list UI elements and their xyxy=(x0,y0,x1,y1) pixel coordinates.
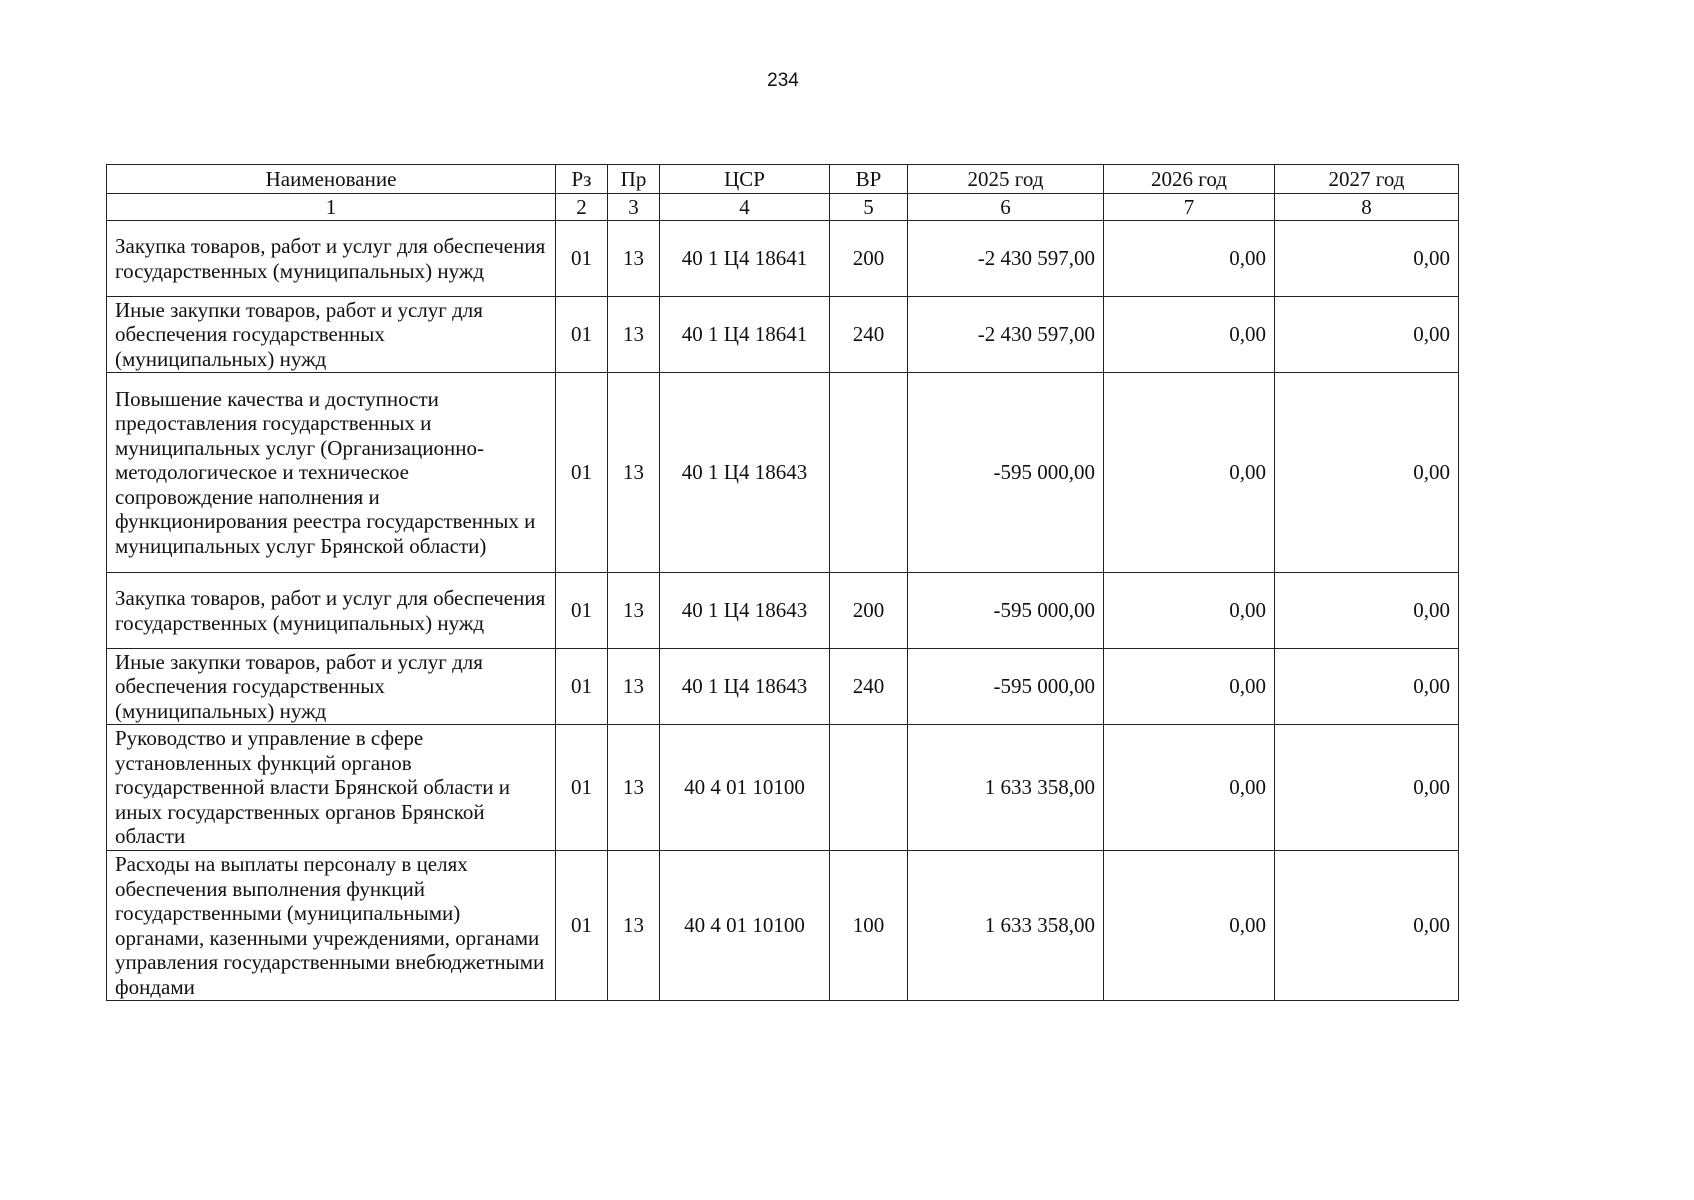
header-name: Наименование xyxy=(107,165,556,194)
row-name: Закупка товаров, работ и услуг для обеспечения государственных (муниципальных) нужд xyxy=(107,221,556,297)
row-csr: 40 4 01 10100 xyxy=(660,851,830,1001)
row-csr: 40 1 Ц4 18643 xyxy=(660,649,830,725)
row-vr: 200 xyxy=(830,221,908,297)
row-2027: 0,00 xyxy=(1275,373,1459,573)
header-2025: 2025 год xyxy=(908,165,1104,194)
header-csr: ЦСР xyxy=(660,165,830,194)
row-pr: 13 xyxy=(608,649,660,725)
row-2025: -595 000,00 xyxy=(908,373,1104,573)
table-row xyxy=(107,297,1459,373)
row-2025: -2 430 597,00 xyxy=(908,297,1104,373)
row-vr xyxy=(830,725,908,851)
table-row xyxy=(107,851,1459,1001)
column-number: 8 xyxy=(1275,194,1459,221)
row-2026: 0,00 xyxy=(1104,221,1275,297)
column-number: 3 xyxy=(608,194,660,221)
row-name: Повышение качества и доступности предоставления государственных и муниципальных услуг (Организационно-методологическое и техническое сопровождение наполнения и функционирования реестра государственных и муниципальных услуг Брянской области) xyxy=(107,373,556,573)
row-rz: 01 xyxy=(556,297,608,373)
row-2025: -595 000,00 xyxy=(908,649,1104,725)
row-pr: 13 xyxy=(608,573,660,649)
row-rz: 01 xyxy=(556,573,608,649)
row-pr: 13 xyxy=(608,373,660,573)
row-2026: 0,00 xyxy=(1104,851,1275,1001)
row-2027: 0,00 xyxy=(1275,725,1459,851)
header-pr: Пр xyxy=(608,165,660,194)
row-pr: 13 xyxy=(608,221,660,297)
row-2025: -2 430 597,00 xyxy=(908,221,1104,297)
row-csr: 40 1 Ц4 18643 xyxy=(660,573,830,649)
header-row xyxy=(107,165,1459,194)
row-rz: 01 xyxy=(556,725,608,851)
row-2026: 0,00 xyxy=(1104,725,1275,851)
header-2026: 2026 год xyxy=(1104,165,1275,194)
row-2027: 0,00 xyxy=(1275,221,1459,297)
row-rz: 01 xyxy=(556,851,608,1001)
row-vr: 240 xyxy=(830,297,908,373)
row-rz: 01 xyxy=(556,649,608,725)
row-2025: 1 633 358,00 xyxy=(908,725,1104,851)
row-name: Расходы на выплаты персоналу в целях обеспечения выполнения функций государственными (муниципальными) органами, казенными учреждениями, органами управления государственными внебюджетными фондами xyxy=(107,851,556,1001)
row-vr: 200 xyxy=(830,573,908,649)
row-2026: 0,00 xyxy=(1104,297,1275,373)
column-number: 6 xyxy=(908,194,1104,221)
row-rz: 01 xyxy=(556,221,608,297)
page-number: 234 xyxy=(767,70,799,91)
row-2027: 0,00 xyxy=(1275,573,1459,649)
row-name: Иные закупки товаров, работ и услуг для обеспечения государственных (муниципальных) нужд xyxy=(107,649,556,725)
row-name: Руководство и управление в сфере установленных функций органов государственной власти Брянской области и иных государственных органов Брянской области xyxy=(107,725,556,851)
row-vr: 240 xyxy=(830,649,908,725)
row-2026: 0,00 xyxy=(1104,573,1275,649)
row-pr: 13 xyxy=(608,297,660,373)
column-number-row xyxy=(107,194,1459,221)
row-2025: 1 633 358,00 xyxy=(908,851,1104,1001)
column-number: 5 xyxy=(830,194,908,221)
row-csr: 40 1 Ц4 18641 xyxy=(660,221,830,297)
header-vr: ВР xyxy=(830,165,908,194)
table-row xyxy=(107,221,1459,297)
column-number: 1 xyxy=(107,194,556,221)
row-name: Закупка товаров, работ и услуг для обеспечения государственных (муниципальных) нужд xyxy=(107,573,556,649)
row-vr xyxy=(830,373,908,573)
row-pr: 13 xyxy=(608,851,660,1001)
row-rz: 01 xyxy=(556,373,608,573)
row-pr: 13 xyxy=(608,725,660,851)
budget-table xyxy=(106,164,1459,1001)
table-row xyxy=(107,649,1459,725)
header-rz: Рз xyxy=(556,165,608,194)
header-2027: 2027 год xyxy=(1275,165,1459,194)
row-2027: 0,00 xyxy=(1275,297,1459,373)
table-row xyxy=(107,573,1459,649)
row-csr: 40 4 01 10100 xyxy=(660,725,830,851)
row-2026: 0,00 xyxy=(1104,373,1275,573)
column-number: 7 xyxy=(1104,194,1275,221)
table-row xyxy=(107,373,1459,573)
row-2027: 0,00 xyxy=(1275,851,1459,1001)
row-vr: 100 xyxy=(830,851,908,1001)
row-csr: 40 1 Ц4 18643 xyxy=(660,373,830,573)
column-number: 4 xyxy=(660,194,830,221)
table-row xyxy=(107,725,1459,851)
row-csr: 40 1 Ц4 18641 xyxy=(660,297,830,373)
row-2026: 0,00 xyxy=(1104,649,1275,725)
row-2027: 0,00 xyxy=(1275,649,1459,725)
column-number: 2 xyxy=(556,194,608,221)
row-name: Иные закупки товаров, работ и услуг для обеспечения государственных (муниципальных) нужд xyxy=(107,297,556,373)
row-2025: -595 000,00 xyxy=(908,573,1104,649)
